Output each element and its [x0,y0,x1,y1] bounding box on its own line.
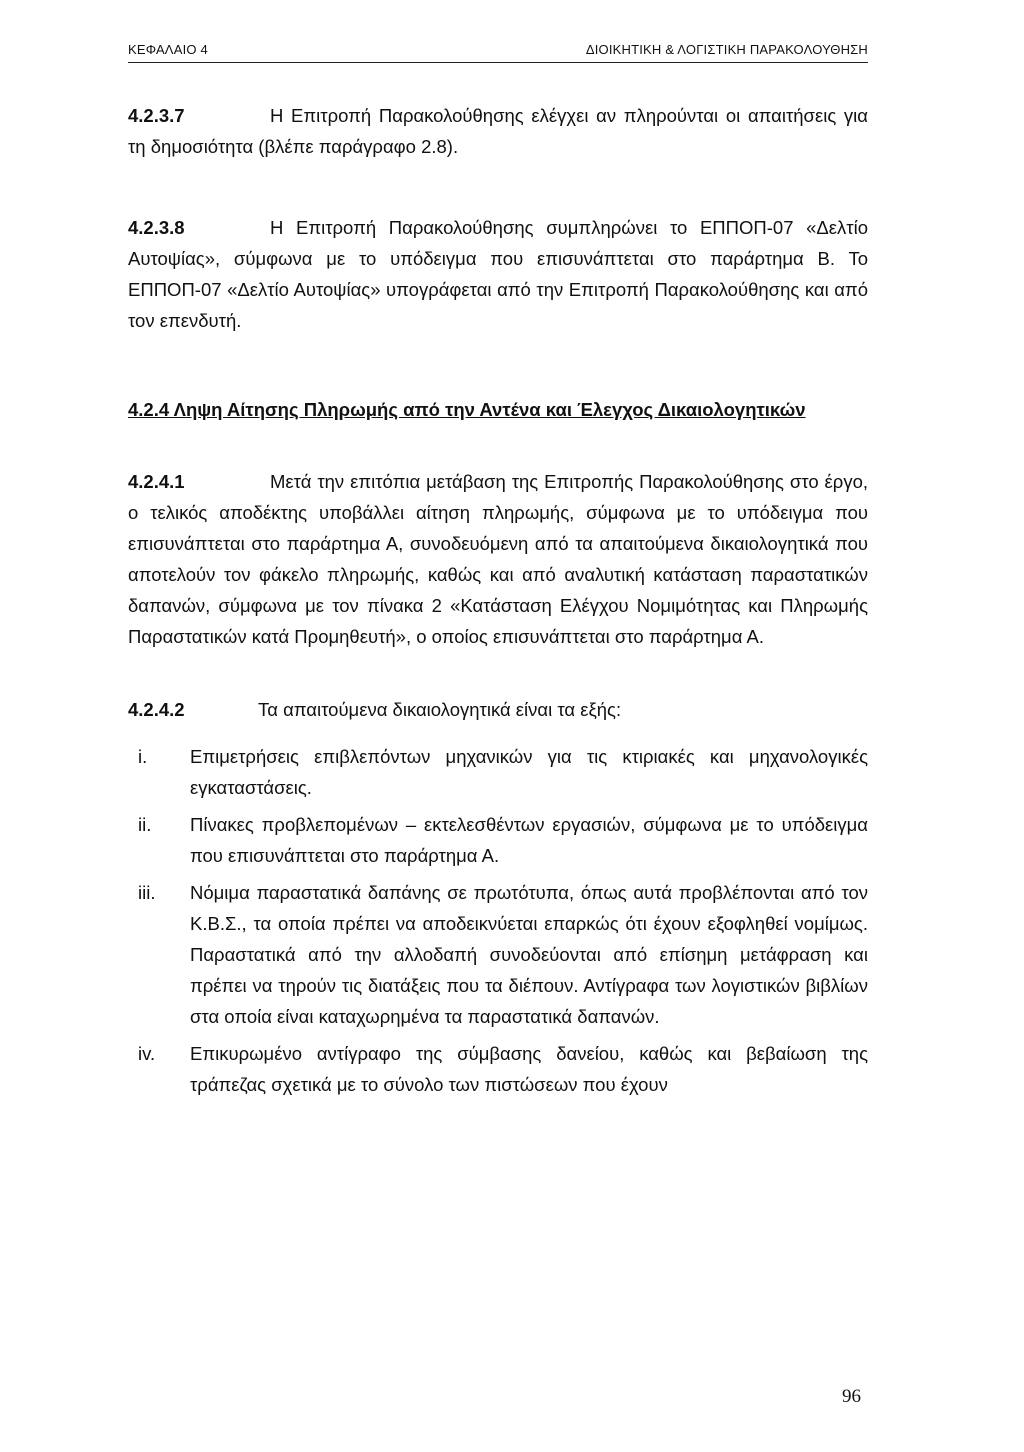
paragraph-text: Μετά την επιτόπια μετάβαση της Επιτροπής Παρακολούθησης στο έργο, ο τελικός αποδέκτης υποβάλλει αίτηση πληρωμής, σύμφωνα με το υπόδειγμα που επισυνάπτεται στο παράρτημα Α, συνοδευόμενη από τα απαιτούμενα δικαιολογητικά που αποτελούν τον φάκελο πληρωμής, καθώς και από αναλυτική κατάσταση παραστατικών δαπανών, σύμφωνα με τον πίνακα 2 «Κατάσταση Ελέγχου Νομιμότητας και Πληρωμής Παραστατικών κατά Προμηθευτή», ο οποίος επισυνάπτεται στο παράρτημα Α. [128,471,868,647]
paragraph-number: 4.2.3.7 [128,105,185,126]
list-item-text: Επιμετρήσεις επιβλεπόντων μηχανικών για τις κτιριακές και μηχανολογικές εγκαταστάσεις. [190,746,868,798]
paragraph-4-2-3-8 [128,212,868,336]
page-header [128,36,868,63]
list-item-text: Νόμιμα παραστατικά δαπάνης σε πρωτότυπα, όπως αυτά προβλέπονται από τον Κ.Β.Σ., τα οποία πρέπει να αποδεικνύεται επαρκώς ότι έχουν εξοφληθεί νομίμως. Παραστατικά από την αλλοδαπή συνοδεύονται από επίσημη μετάφραση και πρέπει να τηρούν τις διατάξεις που τα διέπουν. Αντίγραφα των λογιστικών βιβλίων στα οποία είναι καταχωρημένα τα παραστατικά δαπανών. [190,882,868,1027]
paragraph-4-2-4-1 [128,466,868,652]
section-title-header: ΔΙΟΙΚΗΤΙΚΗ & ΛΟΓΙΣΤΙΚΗ ΠΑΡΑΚΟΛΟΥΘΗΣΗ [585,42,868,57]
list-item [128,1038,868,1100]
required-documents-list [128,741,868,1100]
list-item-text: Επικυρωμένο αντίγραφο της σύμβασης δανείου, καθώς και βεβαίωση της τράπεζας σχετικά με το σύνολο των πιστώσεων που έχουν [190,1043,868,1095]
document-body [128,100,868,1100]
list-item [128,809,868,871]
list-item-text: Πίνακες προβλεπομένων – εκτελεσθέντων εργασιών, σύμφωνα με το υπόδειγμα που επισυνάπτεται στο παράρτημα Α. [190,814,868,866]
paragraph-text: Η Επιτροπή Παρακολούθησης συμπληρώνει το ΕΠΠΟΠ-07 «Δελτίο Αυτοψίας», σύμφωνα με το υπόδειγμα που επισυνάπτεται στο παράρτημα Β. Το ΕΠΠΟΠ-07 «Δελτίο Αυτοψίας» υπογράφεται από την Επιτροπή Παρακολούθησης και από τον επενδυτή. [128,217,868,331]
paragraph-4-2-3-7 [128,100,868,162]
list-marker: iv. [138,1043,156,1064]
paragraph-text: Τα απαιτούμενα δικαιολογητικά είναι τα εξής: [258,699,622,720]
list-item [128,741,868,803]
list-marker: iii. [138,882,156,903]
list-marker: i. [138,746,148,767]
paragraph-text: Η Επιτροπή Παρακολούθησης ελέγχει αν πληρούνται οι απαιτήσεις για τη δημοσιότητα (βλέπε παράγραφο 2.8). [128,105,868,157]
paragraph-number: 4.2.4.2 [128,699,185,720]
page-number: 96 [842,1386,861,1407]
paragraph-number: 4.2.4.1 [128,471,185,492]
list-marker: ii. [138,814,152,835]
paragraph-4-2-4-2 [128,694,868,725]
section-heading-4-2-4: 4.2.4 Ληψη Αίτησης Πληρωμής από την Αντένα και Έλεγχος Δικαιολογητικών [128,399,806,420]
list-item [128,877,868,1032]
paragraph-number: 4.2.3.8 [128,217,185,238]
chapter-label: ΚΕΦΑΛΑΙΟ 4 [128,42,208,57]
